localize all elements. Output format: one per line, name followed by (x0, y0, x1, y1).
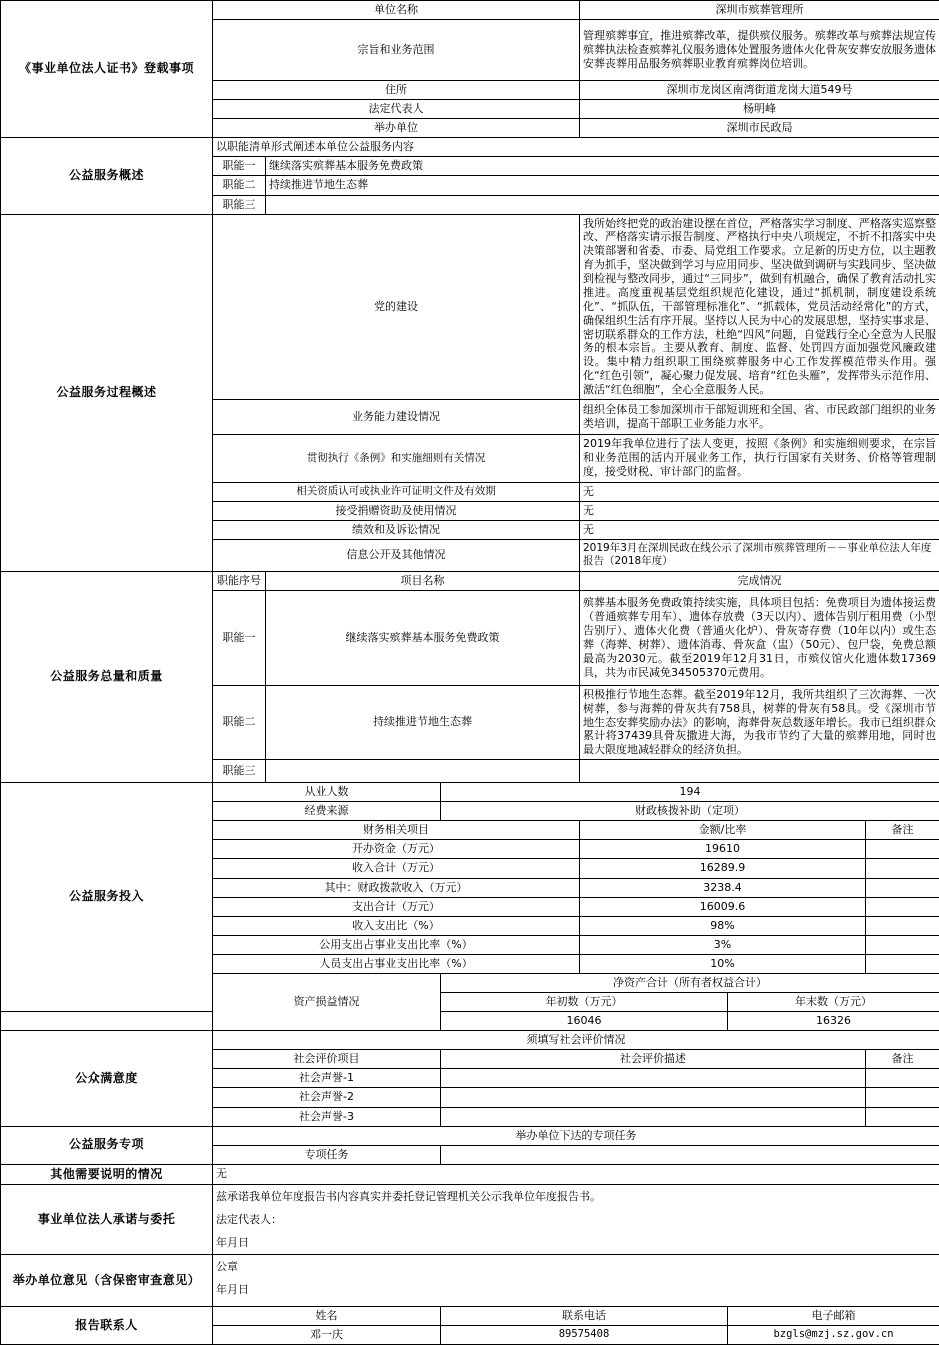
process-label-donation: 接受捐赠资助及使用情况 (213, 501, 580, 520)
satisfaction-desc-3 (441, 1107, 866, 1126)
overview-item-value-3 (266, 195, 939, 214)
table-row (1, 1031, 939, 1050)
process-label-capacity: 业务能力建设情况 (213, 399, 580, 434)
commitment-line-2: 法定代表人： (216, 1213, 936, 1227)
assets-begin-label: 年初数（万元） (441, 993, 728, 1012)
fin-header-amount: 金额/比率 (580, 821, 866, 840)
field-value-legal-rep: 杨明峰 (580, 100, 939, 119)
contact-header-name: 姓名 (213, 1307, 441, 1326)
quality-row-no-2: 职能二 (213, 685, 266, 759)
fin-note-5 (866, 935, 939, 954)
satisfaction-header-note: 备注 (866, 1050, 939, 1069)
special-title: 举办单位下达的专项任务 (213, 1126, 939, 1145)
field-label-address: 住所 (213, 81, 580, 100)
contact-value-email: bzgls@mzj.sz.gov.cn (728, 1326, 939, 1345)
table-row (1, 138, 939, 157)
special-task-value (441, 1145, 939, 1164)
section-label-satisfaction: 公众满意度 (1, 1031, 213, 1126)
quality-header-no: 职能序号 (213, 571, 266, 590)
satisfaction-note: 须填写社会评价情况 (213, 1031, 939, 1050)
table-row (1, 214, 939, 399)
field-value-sponsor-unit: 深圳市民政局 (580, 119, 939, 138)
satisfaction-header-item: 社会评价项目 (213, 1050, 441, 1069)
table-row (1, 1185, 939, 1255)
process-label-disclosure: 信息公开及其他情况 (213, 539, 580, 571)
satisfaction-note-2 (866, 1088, 939, 1107)
fin-amount-5: 3% (580, 935, 866, 954)
section-label-other: 其他需要说明的情况 (1, 1164, 213, 1184)
fin-item-1: 收入合计（万元） (213, 859, 580, 878)
process-value-disclosure: 2019年3月在深圳民政在线公示了深圳市殡葬管理所－－事业单位法人年度报告（2018年度） (580, 539, 939, 571)
fin-note-3 (866, 897, 939, 916)
assets-begin-value: 16046 (441, 1012, 728, 1031)
fin-item-0: 开办资金（万元） (213, 840, 580, 859)
input-label-staff: 从业人数 (213, 783, 441, 802)
quality-header-result: 完成情况 (580, 571, 939, 590)
assets-end-value: 16326 (728, 1012, 939, 1031)
process-label-party-building: 党的建设 (213, 214, 580, 399)
section-label-commitment: 事业单位法人承诺与委托 (1, 1185, 213, 1255)
table-row (1, 1255, 939, 1307)
quality-row-project-3 (266, 760, 580, 783)
input-label-funding: 经费来源 (213, 802, 441, 821)
input-value-funding: 财政核拨补助（定项） (441, 802, 939, 821)
quality-row-result-1: 殡葬基本服务免费政策持续实施，具体项目包括：免费项目为遗体接运费（普通殡葬专用车）、遗体存放费（3天以内）、遗体告别厅租用费（小型告别厅）、遗体火化费（普通火化炉）、骨灰寄存费（10年以内）或生态葬（海葬、树葬）、遗体消毒、骨灰盒（盅）（50元）、包尸袋，免费总额最高为2030元。截至2019年12月31日，市殡仪馆火化遗体数17369具，共为市民减免34505370元费用。 (580, 590, 939, 685)
satisfaction-item-1: 社会声誉-1 (213, 1069, 441, 1088)
fin-amount-6: 10% (580, 954, 866, 973)
fin-item-5: 公用支出占事业支出比率（%） (213, 935, 580, 954)
overview-item-value-2: 持续推进节地生态葬 (266, 176, 939, 195)
field-value-address: 深圳市龙岗区南湾街道龙岗大道549号 (580, 81, 939, 100)
sponsor-line-1: 公章 (216, 1260, 936, 1274)
commitment-line-1: 兹承诺我单位年度报告书内容真实并委托登记管理机关公示我单位年度报告书。 (216, 1190, 936, 1204)
fin-note-1 (866, 859, 939, 878)
table-row (1, 783, 939, 802)
satisfaction-header-desc: 社会评价描述 (441, 1050, 866, 1069)
section-label-sponsor-opinion: 举办单位意见（含保密审查意见） (1, 1255, 213, 1307)
satisfaction-item-2: 社会声誉-2 (213, 1088, 441, 1107)
field-label-scope: 宗旨和业务范围 (213, 20, 580, 81)
section-label-cert: 《事业单位法人证书》登载事项 (1, 1, 213, 138)
assets-label-spacer (1, 1012, 266, 1031)
sponsor-block (213, 1255, 939, 1307)
sponsor-line-2: 年月日 (216, 1283, 936, 1297)
process-value-party-building: 我所始终把党的政治建设摆在首位，严格落实学习制度、严格落实巡察整改、严格落实请示报告制度、严格执行中央八项规定，不折不扣落实中央决策部署和省委、市委、局党组工作要求。立足新的历史方位，以主题教育为抓手，坚决做到学习与应用同步、坚决做到调研与实践同步、坚决做到检视与整改同步，通过“三同步”，做到有机融合，确保了教育活动扎实推进。高度重视基层党组织规范化建设，通过“抓机制，制度建设系统化”、“抓队伍，干部管理标准化”、“抓载体，党员活动经常化”的方式，确保组织生活有序开展。坚持以人民为中心的发展思想，坚持实事求是、密切联系群众的工作方法，杜绝“四风”问题，自觉践行全心全意为人民服务的根本宗旨。主要从教育、制度、监督、处罚四方面加强党风廉政建设。集中精力组织职工围绕殡葬服务中心工作发挥模范带头作用。强化“红色引领”，凝心聚力促发展、培育“红色头雁”，发挥带头示范作用、激活“红色细胞”，全心全意服务人民。 (580, 214, 939, 399)
process-label-litigation: 绩效和及诉讼情况 (213, 520, 580, 539)
satisfaction-note-1 (866, 1069, 939, 1088)
fin-note-6 (866, 954, 939, 973)
fin-item-4: 收入支出比（%） (213, 916, 580, 935)
overview-item-key-2: 职能二 (213, 176, 266, 195)
section-label-overview: 公益服务概述 (1, 138, 213, 214)
process-label-qualification: 相关资质认可或执业许可证明文件及有效期 (213, 482, 580, 501)
fin-item-3: 支出合计（万元） (213, 897, 580, 916)
field-label-unit-name: 单位名称 (213, 1, 580, 20)
process-label-regulation: 贯彻执行《条例》和实施细则有关情况 (213, 434, 580, 482)
section-label-special: 公益服务专项 (1, 1126, 213, 1164)
quality-row-result-2: 积极推行节地生态葬。截至2019年12月，我所共组织了三次海葬、一次树葬，参与海葬的骨灰共有758具，树葬的骨灰有58具。受《深圳市节地生态安葬奖励办法》的影响，海葬骨灰总数逐年增长。我市已组织群众累计将37439具骨灰撒进大海，为我市节约了大量的殡葬用地，同时也最大限度地减轻群众的经济负担。 (580, 685, 939, 759)
table-row (1, 1307, 939, 1326)
field-value-unit-name: 深圳市殡葬管理所 (580, 1, 939, 20)
section-label-process: 公益服务过程概述 (1, 214, 213, 571)
fin-item-2: 其中：财政拨款收入（万元） (213, 878, 580, 897)
satisfaction-desc-1 (441, 1069, 866, 1088)
field-label-legal-rep: 法定代表人 (213, 100, 580, 119)
section-label-contact: 报告联系人 (1, 1307, 213, 1345)
commitment-block (213, 1185, 939, 1255)
other-value: 无 (213, 1164, 939, 1184)
assets-label: 资产损益情况 (213, 973, 441, 1030)
table-row (1, 571, 939, 590)
field-label-sponsor-unit: 举办单位 (213, 119, 580, 138)
quality-row-project-2: 持续推进节地生态葬 (266, 685, 580, 759)
process-value-donation: 无 (580, 501, 939, 520)
table-row (1, 1126, 939, 1145)
contact-header-phone: 联系电话 (441, 1307, 728, 1326)
quality-header-project: 项目名称 (266, 571, 580, 590)
process-value-regulation: 2019年我单位进行了法人变更，按照《条例》和实施细则要求，在宗旨和业务范围的活内开展业务工作，执行行国家有关财务、价格等管理制度，接受财税、审计部门的监督。 (580, 434, 939, 482)
quality-row-no-3: 职能三 (213, 760, 266, 783)
assets-title: 净资产合计（所有者权益合计） (441, 973, 939, 992)
section-label-input: 公益服务投入 (1, 783, 213, 1012)
process-value-litigation: 无 (580, 520, 939, 539)
satisfaction-note-3 (866, 1107, 939, 1126)
fin-header-note: 备注 (866, 821, 939, 840)
process-value-capacity: 组织全体员工参加深圳市干部短训班和全国、省、市民政部门组织的业务类培训，提高干部职工业务能力水平。 (580, 399, 939, 434)
fin-item-6: 人员支出占事业支出比率（%） (213, 954, 580, 973)
section-label-quality: 公益服务总量和质量 (1, 571, 213, 782)
contact-value-phone: 89575408 (441, 1326, 728, 1345)
process-value-qualification: 无 (580, 482, 939, 501)
fin-amount-3: 16009.6 (580, 897, 866, 916)
fin-amount-1: 16289.9 (580, 859, 866, 878)
quality-row-project-1: 继续落实殡葬基本服务免费政策 (266, 590, 580, 685)
overview-item-value-1: 继续落实殡葬基本服务免费政策 (266, 157, 939, 176)
fin-header-item: 财务相关项目 (213, 821, 580, 840)
fin-note-4 (866, 916, 939, 935)
table-row (1, 1, 939, 20)
contact-header-email: 电子邮箱 (728, 1307, 939, 1326)
commitment-line-3: 年月日 (216, 1236, 936, 1250)
fin-amount-0: 19610 (580, 840, 866, 859)
special-task-label: 专项任务 (213, 1145, 441, 1164)
fin-amount-2: 3238.4 (580, 878, 866, 897)
overview-item-key-1: 职能一 (213, 157, 266, 176)
fin-note-2 (866, 878, 939, 897)
overview-item-key-3: 职能三 (213, 195, 266, 214)
assets-end-label: 年末数（万元） (728, 993, 939, 1012)
satisfaction-desc-2 (441, 1088, 866, 1107)
overview-intro: 以职能清单形式阐述本单位公益服务内容 (213, 138, 939, 157)
fin-note-0 (866, 840, 939, 859)
quality-row-result-3 (580, 760, 939, 783)
fin-amount-4: 98% (580, 916, 866, 935)
input-value-staff: 194 (441, 783, 939, 802)
quality-row-no-1: 职能一 (213, 590, 266, 685)
table-row (1, 1164, 939, 1184)
field-value-scope: 管理殡葬事宜，推进殡葬改革，提供殡仪服务。殡葬改革与殡葬法规宣传殡葬执法检查殡葬礼仪服务遗体处置服务遗体火化骨灰安葬安放服务遗体安葬丧葬用品服务殡葬职业教育殡葬岗位培训。 (580, 20, 939, 81)
table-row (1, 1012, 939, 1031)
contact-value-name: 邓一庆 (213, 1326, 441, 1345)
satisfaction-item-3: 社会声誉-3 (213, 1107, 441, 1126)
